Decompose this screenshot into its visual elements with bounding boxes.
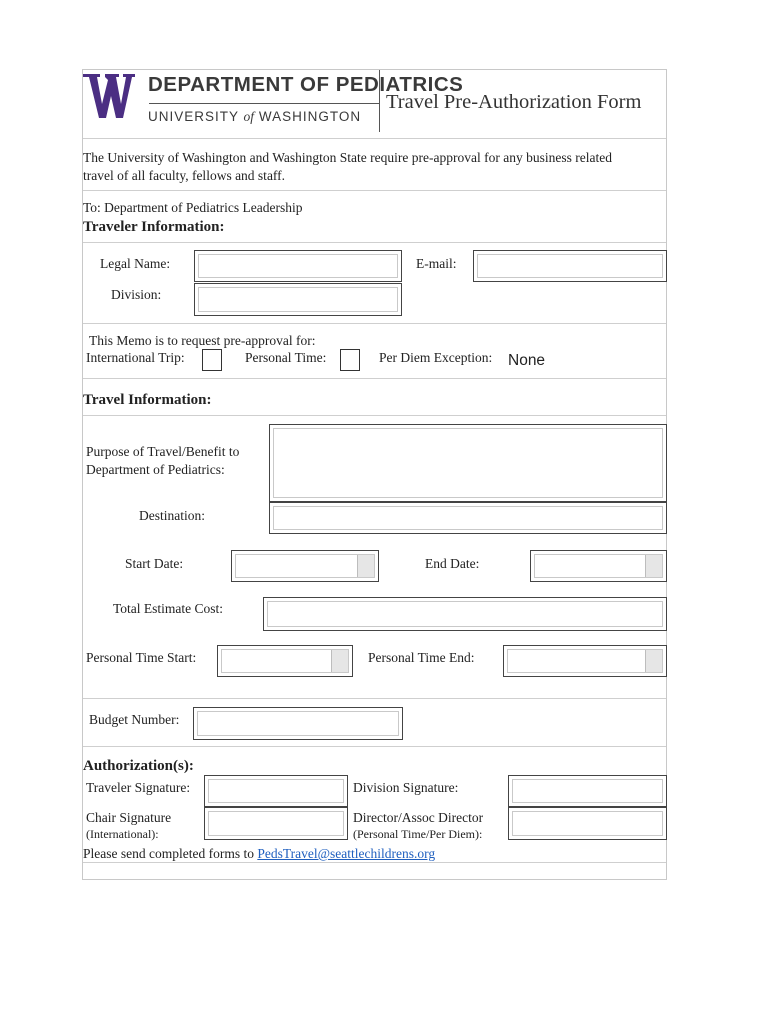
traveler-info-heading: Traveler Information: (83, 219, 225, 235)
personal-time-end-label: Personal Time End: (368, 650, 475, 665)
divider (83, 138, 666, 139)
logo-vertical-rule (379, 70, 380, 132)
divider (83, 746, 666, 747)
director-signature-field[interactable] (508, 807, 667, 840)
per-diem-exception-label: Per Diem Exception: (379, 350, 493, 365)
divider (83, 415, 666, 416)
memo-intro: This Memo is to request pre-approval for: (89, 333, 316, 348)
send-instructions-text: Please send completed forms to (83, 846, 258, 861)
destination-label: Destination: (139, 508, 205, 523)
logo-divider (149, 103, 379, 104)
budget-number-label: Budget Number: (89, 712, 180, 727)
authorization-heading: Authorization(s): (83, 758, 194, 774)
division-field[interactable] (194, 283, 402, 316)
uw-w-logo-icon (83, 74, 135, 118)
purpose-label-line1: Purpose of Travel/Benefit to (86, 444, 240, 459)
header (83, 70, 668, 138)
personal-time-label: Personal Time: (245, 350, 327, 365)
division-signature-label: Division Signature: (353, 780, 459, 795)
personal-time-end-picker-button[interactable] (645, 650, 662, 672)
start-date-picker-button[interactable] (357, 555, 374, 577)
personal-time-start-input[interactable] (221, 649, 349, 673)
university-of: of (243, 109, 255, 124)
send-email-link[interactable]: PedsTravel@seattlechildrens.org (257, 846, 436, 861)
end-date-field[interactable] (530, 550, 667, 582)
department-name: DEPARTMENT OF PEDIATRICS (148, 73, 464, 96)
legal-name-field[interactable] (194, 250, 402, 282)
start-date-input[interactable] (235, 554, 375, 578)
email-field[interactable] (473, 250, 667, 282)
division-label: Division: (111, 287, 162, 302)
divider (83, 698, 666, 699)
per-diem-exception-value[interactable]: None (508, 352, 546, 369)
purpose-field[interactable] (269, 424, 667, 502)
legal-name-label: Legal Name: (100, 256, 171, 271)
chair-signature-field[interactable] (204, 807, 348, 840)
personal-time-checkbox[interactable] (340, 349, 360, 371)
traveler-signature-field[interactable] (204, 775, 348, 807)
purpose-label-line2: Department of Pediatrics: (86, 462, 225, 477)
send-instructions (83, 846, 435, 862)
end-date-label: End Date: (425, 556, 480, 571)
personal-time-start-label: Personal Time Start: (86, 650, 197, 665)
divider (83, 323, 666, 324)
budget-number-field[interactable] (193, 707, 403, 740)
total-cost-label: Total Estimate Cost: (113, 601, 224, 616)
email-label: E-mail: (416, 256, 457, 271)
end-date-input[interactable] (534, 554, 663, 578)
form-title: Travel Pre-Authorization Form (386, 91, 642, 113)
intro-text-line1: The University of Washington and Washington State require pre-approval for any business related (83, 150, 612, 165)
traveler-signature-label: Traveler Signature: (86, 780, 191, 795)
travel-pre-authorization-form (82, 69, 667, 880)
start-date-field[interactable] (231, 550, 379, 582)
start-date-label: Start Date: (125, 556, 184, 571)
travel-info-heading: Travel Information: (83, 392, 212, 408)
director-signature-label: Director/Assoc Director (353, 810, 484, 825)
chair-signature-label: Chair Signature (86, 810, 172, 825)
divider (83, 242, 666, 243)
personal-time-start-picker-button[interactable] (331, 650, 348, 672)
division-signature-field[interactable] (508, 775, 667, 807)
university-name (148, 109, 361, 125)
divider (83, 862, 666, 863)
university-post: WASHINGTON (258, 109, 362, 124)
personal-time-start-field[interactable] (217, 645, 353, 677)
destination-field[interactable] (269, 502, 667, 534)
director-signature-sublabel: (Personal Time/Per Diem): (353, 827, 483, 841)
end-date-picker-button[interactable] (645, 555, 662, 577)
divider (83, 190, 666, 191)
divider (83, 378, 666, 379)
international-trip-label: International Trip: (86, 350, 185, 365)
total-cost-field[interactable] (263, 597, 667, 631)
personal-time-end-input[interactable] (507, 649, 663, 673)
chair-signature-sublabel: (International): (86, 827, 159, 841)
personal-time-end-field[interactable] (503, 645, 667, 677)
international-trip-checkbox[interactable] (202, 349, 222, 371)
intro-text-line2: travel of all faculty, fellows and staff. (83, 168, 286, 183)
to-line: To: Department of Pediatrics Leadership (83, 200, 303, 215)
university-pre: UNIVERSITY (148, 109, 239, 124)
